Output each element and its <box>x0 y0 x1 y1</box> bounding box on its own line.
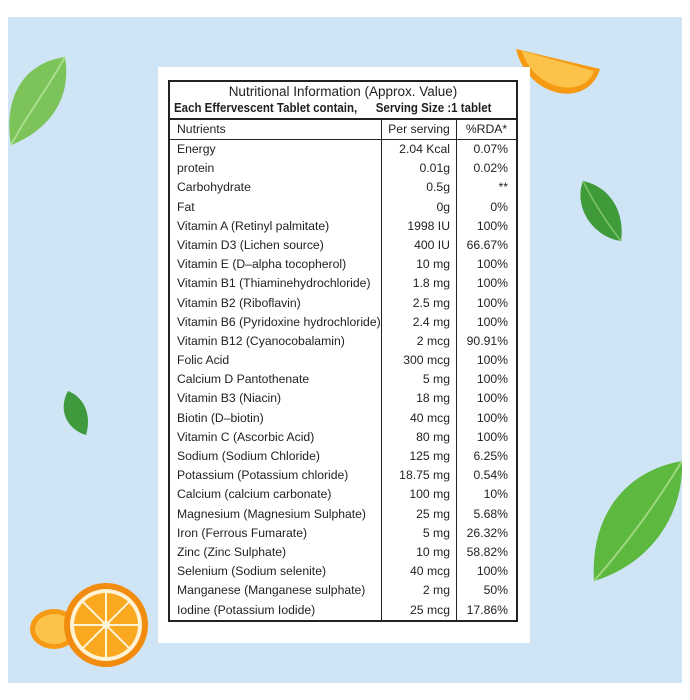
rda-cell: 100% <box>476 295 508 310</box>
per-serving-cell: 10 mg <box>382 543 457 562</box>
per-serving-cell: 2.04 Kcal <box>382 140 457 159</box>
rda-cell: 6.25% <box>473 449 508 463</box>
per-serving-cell: 2 mcg <box>382 332 457 351</box>
nutrient-cell: Calcium (calcium carbonate) <box>170 485 382 504</box>
rda-cell: 50% <box>483 583 508 598</box>
per-serving-cell: 18.75 mg <box>382 466 457 485</box>
per-serving-cell: 5 mg <box>382 524 457 543</box>
leaf-icon <box>573 177 628 247</box>
rda-cell: 100% <box>476 564 508 579</box>
nutrient-cell: Vitamin B3 (Niacin) <box>170 389 382 408</box>
nutrient-cell: Zinc (Zinc Sulphate) <box>170 543 382 562</box>
table-row <box>170 159 516 178</box>
table-header <box>170 82 516 120</box>
column-header-nutrients: Nutrients <box>170 120 382 139</box>
rda-cell: 66.67% <box>466 237 508 252</box>
rda-cell: 100% <box>476 257 508 272</box>
per-serving-cell: 125 mg <box>382 447 457 466</box>
nutrient-cell: Iodine (Potassium Iodide) <box>170 601 382 620</box>
nutrient-cell: Carbohydrate <box>170 178 382 197</box>
table-row <box>170 562 516 581</box>
nutrient-cell: Vitamin B2 (Riboflavin) <box>170 294 382 313</box>
rda-cell: 100% <box>476 429 508 444</box>
table-row <box>170 351 516 370</box>
per-serving-cell: 0.5g <box>382 178 457 197</box>
nutrient-cell: Vitamin B6 (Pyridoxine hydrochloride) <box>170 313 382 332</box>
nutrient-cell: Iron (Ferrous Fumarate) <box>170 524 382 543</box>
nutrient-cell: Folic Acid <box>170 351 382 370</box>
leaf-icon <box>60 389 92 437</box>
nutrient-cell: Vitamin C (Ascorbic Acid) <box>170 428 382 447</box>
per-serving-cell: 40 mcg <box>382 409 457 428</box>
nutrient-cell: Sodium (Sodium Chloride) <box>170 447 382 466</box>
rda-cell: 5.68% <box>473 506 508 521</box>
table-row <box>170 255 516 274</box>
table-row <box>170 217 516 236</box>
rda-cell: 100% <box>476 276 508 291</box>
column-header-row <box>170 120 516 140</box>
nutrient-cell: Magnesium (Magnesium Sulphate) <box>170 505 382 524</box>
per-serving-cell: 100 mg <box>382 485 457 504</box>
nutrient-cell: Vitamin A (Retinyl palmitate) <box>170 217 382 236</box>
nutrient-cell: Manganese (Manganese sulphate) <box>170 581 382 600</box>
nutrient-cell: Selenium (Sodium selenite) <box>170 562 382 581</box>
nutrient-cell: Vitamin E (D–alpha tocopherol) <box>170 255 382 274</box>
table-row <box>170 581 516 600</box>
table-row <box>170 313 516 332</box>
per-serving-cell: 80 mg <box>382 428 457 447</box>
nutrient-cell: protein <box>170 159 382 178</box>
rda-cell: 58.82% <box>466 544 508 559</box>
rda-cell: 0.02% <box>473 161 508 176</box>
table-row <box>170 466 516 485</box>
table-row <box>170 178 516 197</box>
per-serving-cell: 1.8 mg <box>382 274 457 293</box>
table-row <box>170 428 516 447</box>
per-serving-cell: 400 IU <box>382 236 457 255</box>
column-header-per-serving: Per serving <box>382 120 457 139</box>
per-serving-cell: 300 mcg <box>382 351 457 370</box>
table-row <box>170 389 516 408</box>
per-serving-cell: 0g <box>382 198 457 217</box>
table-row <box>170 198 516 217</box>
table-row <box>170 236 516 255</box>
per-serving-cell: 25 mcg <box>382 601 457 620</box>
table-row <box>170 332 516 351</box>
per-serving-cell: 2.5 mg <box>382 294 457 313</box>
table-subtitle <box>174 100 510 116</box>
rda-cell: 17.86% <box>466 602 508 617</box>
orange-icon <box>26 577 151 672</box>
per-serving-cell: 10 mg <box>382 255 457 274</box>
table-row <box>170 485 516 504</box>
table-title: Nutritional Information (Approx. Value) <box>228 84 458 99</box>
rda-cell: 90.91% <box>466 333 508 348</box>
table-row <box>170 524 516 543</box>
rda-cell: 0.07% <box>473 142 508 156</box>
per-serving-cell: 25 mg <box>382 505 457 524</box>
nutrient-cell: Vitamin D3 (Lichen source) <box>170 236 382 255</box>
table-row <box>170 140 516 159</box>
nutrient-cell: Fat <box>170 198 382 217</box>
rda-cell: 100% <box>476 314 508 329</box>
column-header-rda: %RDA* <box>465 122 508 136</box>
table-row <box>170 409 516 428</box>
leaf-icon <box>8 53 78 153</box>
rda-cell: 0% <box>490 199 508 214</box>
leaf-icon <box>584 457 682 587</box>
per-serving-cell: 18 mg <box>382 389 457 408</box>
table-row <box>170 294 516 313</box>
rda-cell: ** <box>498 180 508 195</box>
table-row <box>170 447 516 466</box>
nutrition-table <box>168 80 518 622</box>
table-row <box>170 601 516 620</box>
rda-cell: 100% <box>476 410 508 425</box>
table-row <box>170 505 516 524</box>
table-row <box>170 370 516 389</box>
table-row <box>170 543 516 562</box>
serving-size-label: Serving Size :1 tablet <box>375 101 492 115</box>
rda-cell: 26.32% <box>466 525 508 540</box>
nutrient-cell: Calcium D Pantothenate <box>170 370 382 389</box>
rda-cell: 10% <box>483 487 508 502</box>
rda-cell: 100% <box>476 372 508 387</box>
rda-cell: 0.54% <box>473 468 508 483</box>
table-row <box>170 274 516 293</box>
tablet-contents-label: Each Effervescent Tablet contain, <box>174 101 358 115</box>
table-body <box>170 140 516 620</box>
per-serving-cell: 5 mg <box>382 370 457 389</box>
per-serving-cell: 0.01g <box>382 159 457 178</box>
nutrient-cell: Energy <box>170 140 382 159</box>
rda-cell: 100% <box>476 218 508 233</box>
rda-cell: 100% <box>476 391 508 406</box>
nutrient-cell: Potassium (Potassium chloride) <box>170 466 382 485</box>
per-serving-cell: 40 mcg <box>382 562 457 581</box>
rda-cell: 100% <box>476 353 508 368</box>
nutrient-cell: Vitamin B12 (Cyanocobalamin) <box>170 332 382 351</box>
nutrient-cell: Biotin (D–biotin) <box>170 409 382 428</box>
per-serving-cell: 2.4 mg <box>382 313 457 332</box>
per-serving-cell: 2 mg <box>382 581 457 600</box>
per-serving-cell: 1998 IU <box>382 217 457 236</box>
nutrient-cell: Vitamin B1 (Thiaminehydrochloride) <box>170 274 382 293</box>
